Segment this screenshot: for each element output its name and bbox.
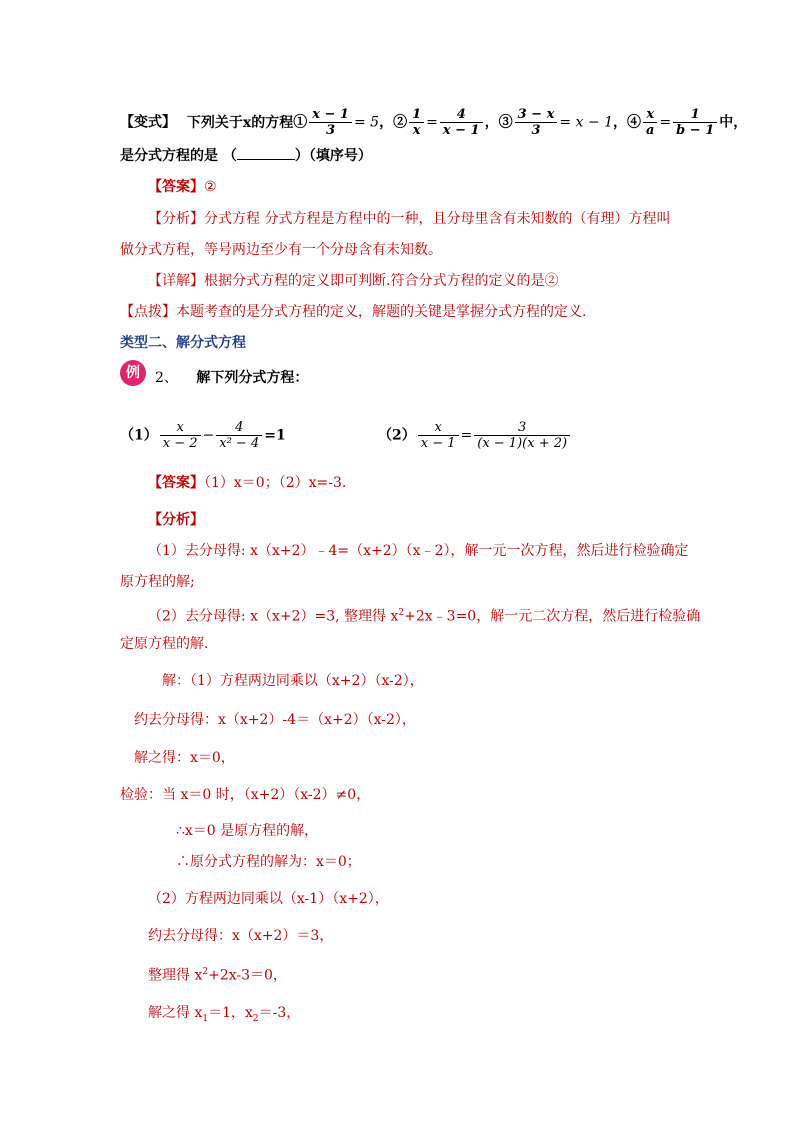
- analysis1-text1: 分式方程 分式方程是方程中的一种，且分母里含有未知数的（有理）方程叫: [204, 211, 671, 227]
- example-badge: 例: [120, 360, 146, 386]
- p1-minus: −: [202, 427, 215, 444]
- problem-2: [378, 420, 572, 451]
- answer2-label: 【答案】: [148, 475, 204, 491]
- analysis1-line2: 做分式方程，等号两边至少有一个分母含有未知数。: [120, 242, 442, 258]
- eq1-fraction: $\frac{x - 1}{3}$: [309, 107, 352, 138]
- circle-3: ③: [498, 114, 513, 131]
- answer1: [148, 177, 217, 197]
- analysis2-line1: （1）去分母得: x（x+2）﹣4=（x+2）（x﹣2），解一元一次方程，然后进行检验确定: [148, 543, 689, 559]
- p2-fraction-1: $\frac{x}{x - 1}$: [418, 420, 459, 451]
- tip1-label: 【点拨】: [120, 304, 176, 320]
- solution-step-10-c: ＝-3，: [258, 1005, 301, 1021]
- section-title: 类型二、解分式方程: [120, 335, 246, 351]
- p2-fraction-2: $\frac{3}{(x - 1)(x + 2)}$: [474, 420, 570, 451]
- problem2-label: （2）: [378, 427, 416, 444]
- eq2-equals: =: [426, 114, 438, 131]
- sep-2: ，: [484, 114, 499, 131]
- eq2-left-fraction: $\frac{1}{x}$: [409, 107, 424, 138]
- variant-line2-end: ）（填序号）: [294, 148, 372, 164]
- answer-blank: [237, 145, 295, 160]
- sep-3: ，: [612, 114, 627, 131]
- eq4-equals: =: [659, 114, 672, 131]
- sep-1: ，: [379, 114, 394, 131]
- solution-step-9-a: 整理得 x: [148, 967, 203, 984]
- problem1-label: （1）: [120, 427, 158, 444]
- answer2-value: （1）x＝0；（2）x=-3.: [204, 475, 347, 491]
- p2-equals: =: [460, 427, 473, 444]
- circle-1: ①: [293, 114, 308, 131]
- eq3-rhs: = x − 1: [559, 114, 613, 131]
- solution-step-5: ∴x＝0 是原方程的解，: [176, 823, 319, 839]
- solution-step-10-sub2: 2: [252, 1013, 259, 1024]
- eq4-left-fraction: $\frac{x}{a}$: [643, 107, 657, 138]
- solution-step-8: 约去分母得：x（x+2）＝3，: [148, 928, 334, 944]
- variant-tag: 【变式】: [120, 114, 176, 131]
- p1-fraction-2: $\frac{4}{\text{x² − 4}}$: [216, 420, 262, 451]
- detail1-text: 根据分式方程的定义即可判断.符合分式方程的定义的是②: [204, 273, 559, 289]
- answer1-label: 【答案】: [148, 179, 204, 195]
- answer2: [148, 473, 346, 493]
- solution-step-10: [148, 1003, 300, 1029]
- solution-step-10-b: ＝1，x: [208, 1005, 253, 1021]
- analysis2-line3-a: （2）去分母得: x（x+2）=3, 整理得 x: [148, 608, 399, 625]
- analysis1-line1: [148, 209, 670, 229]
- solution-step-10-a: 解之得 x: [148, 1005, 203, 1021]
- solution-step-6: ∴原分式方程的解为：x＝0；: [176, 854, 361, 870]
- circle-2: ②: [393, 114, 408, 131]
- variant-tail: 中，: [719, 114, 748, 131]
- problem-1: [120, 420, 286, 451]
- solution-step-9-sup: 2: [202, 967, 209, 977]
- eq3-fraction: $\frac{3 - x}{3}$: [515, 107, 558, 138]
- answer1-value: ②: [204, 179, 217, 195]
- eq1-rhs: = 5: [353, 114, 380, 131]
- variant-question-line1: [120, 107, 747, 138]
- solution-step-4: 检验：当 x＝0 时，（x+2）（x-2）≠0，: [120, 787, 371, 803]
- analysis2-line3: [148, 603, 700, 627]
- detail1: [148, 271, 558, 291]
- example-heading: [155, 368, 308, 388]
- eq4-right-fraction: $\frac{1}{b - 1}$: [673, 107, 717, 138]
- tip1: [120, 302, 586, 322]
- analysis2-line3-sup: 2: [398, 608, 405, 618]
- analysis2-line2: 原方程的解;: [120, 574, 195, 590]
- variant-lead: 下列关于x的方程: [186, 114, 294, 131]
- p1-fraction-1: $\frac{x}{x - 2}$: [160, 420, 201, 451]
- analysis2-line3-b: +2x﹣3=0，解一元二次方程，然后进行检验确: [404, 608, 701, 625]
- p1-rhs: =1: [264, 427, 286, 444]
- variant-line2-text: 是分式方程的是 （: [120, 148, 237, 164]
- solution-step-9-b: +2x-3＝0，: [208, 967, 287, 984]
- tip1-text: 本题考查的是分式方程的定义，解题的关键是掌握分式方程的定义.: [176, 304, 587, 320]
- solution-step-9: [148, 962, 287, 986]
- example-number: 2、: [155, 370, 178, 386]
- analysis1-label: 【分析】: [148, 211, 204, 227]
- analysis2-label: 【分析】: [148, 512, 204, 528]
- solution-step-10-sub1: 1: [202, 1013, 209, 1024]
- example-prompt: 解下列分式方程：: [196, 370, 309, 386]
- solution-step-1: 解：（1）方程两边同乘以（x+2）（x-2），: [162, 673, 424, 689]
- circle-4: ④: [626, 114, 641, 131]
- analysis2-line4: 定原方程的解.: [120, 636, 209, 652]
- solution-step-7: （2）方程两边同乘以（x-1）（x+2），: [148, 891, 389, 907]
- solution-step-2: 约去分母得：x（x+2）-4＝（x+2）（x-2），: [134, 712, 416, 728]
- variant-question-line2: [120, 145, 372, 166]
- detail1-label: 【详解】: [148, 273, 204, 289]
- solution-step-3: 解之得：x＝0，: [134, 750, 235, 766]
- eq2-right-fraction: $\frac{4}{x - 1}$: [440, 107, 483, 138]
